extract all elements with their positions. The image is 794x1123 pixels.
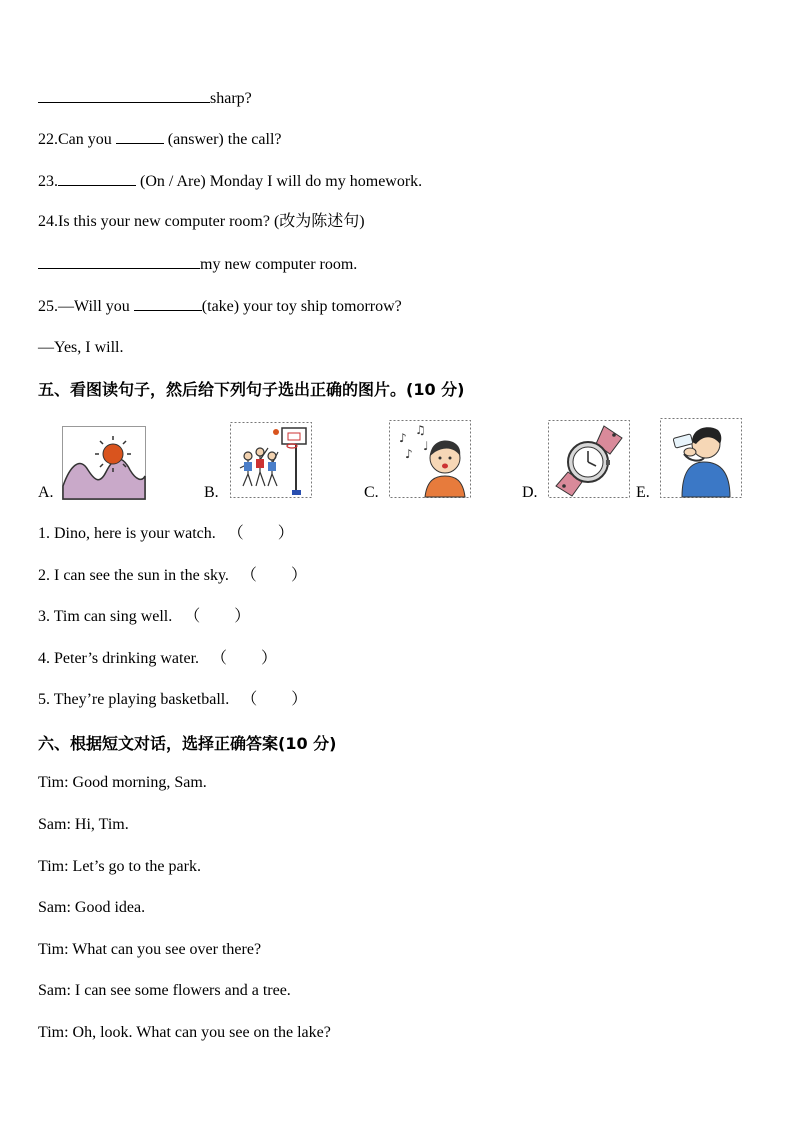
picture-a-label: A.: [38, 484, 54, 501]
question-text: (answer) the call?: [167, 131, 282, 148]
answer-blank[interactable]: [116, 129, 164, 144]
svg-text:♫: ♫: [415, 423, 426, 437]
answer-slot[interactable]: [227, 649, 261, 663]
dialogue-line: Sam: I can see some flowers and a tree.: [38, 982, 291, 999]
question-text: Is this your new computer room? (改为陈述句): [58, 213, 365, 230]
q24-answer-line: [38, 254, 357, 275]
question-text: (On / Are) Monday I will do my homework.: [140, 173, 423, 190]
question-number: 23.: [38, 173, 58, 190]
dialogue-line: Tim: What can you see over there?: [38, 941, 262, 958]
picture-b-label: B.: [204, 484, 219, 501]
question-25: [38, 296, 402, 317]
answer-blank[interactable]: [38, 254, 200, 269]
dialogue-line: Sam: Hi, Tim.: [38, 816, 129, 833]
picture-c-label: C.: [364, 484, 379, 501]
section-5-heading: 五、看图读句子，然后给下列句子选出正确的图片。(10 分): [38, 380, 465, 399]
match-item-1: 1. Dino, here is your watch. （ ）: [38, 525, 294, 542]
dialogue-line: Tim: Good morning, Sam.: [38, 774, 207, 791]
q21-answer-line: [38, 88, 252, 109]
answer-blank[interactable]: [38, 88, 210, 103]
dialogue-line: Sam: Good idea.: [38, 899, 146, 916]
question-24: [38, 212, 365, 232]
q24-tail: my new computer room.: [200, 256, 358, 273]
match-item-2: 2. I can see the sun in the sky. （ ）: [38, 567, 307, 584]
question-23: [38, 171, 422, 192]
answer-slot[interactable]: [200, 607, 234, 621]
section-6-heading: 六、根据短文对话，选择正确答案(10 分): [38, 734, 337, 753]
q21-tail: sharp?: [210, 90, 252, 107]
question-text: —Will you: [58, 298, 130, 315]
answer-slot[interactable]: [257, 566, 291, 580]
question-number: 24.: [38, 213, 58, 230]
match-item-5: 5. They’re playing basketball. （ ）: [38, 691, 308, 708]
answer-slot[interactable]: [257, 690, 291, 704]
picture-d-label: D.: [522, 484, 538, 501]
boy-singing-icon: [389, 420, 471, 498]
svg-text:♪: ♪: [399, 431, 407, 445]
question-number: 22.: [38, 131, 58, 148]
dialogue-line: Tim: Oh, look. What can you see on the lake?: [38, 1024, 331, 1041]
answer-blank[interactable]: [134, 296, 202, 311]
q25-reply: —Yes, I will.: [38, 339, 124, 356]
match-item-4: 4. Peter’s drinking water. （ ）: [38, 650, 278, 667]
question-22: [38, 129, 282, 150]
svg-text:♩: ♩: [423, 439, 429, 453]
picture-e-label: E.: [636, 484, 650, 501]
match-item-3: 3. Tim can sing well. （ ）: [38, 608, 251, 625]
boy-drinking-icon: [660, 418, 742, 498]
question-text: Can you: [58, 131, 112, 148]
answer-blank[interactable]: [58, 171, 136, 186]
question-text: (take) your toy ship tomorrow?: [201, 298, 402, 315]
question-number: 25.: [38, 298, 58, 315]
answer-slot[interactable]: [244, 524, 278, 538]
svg-text:♪: ♪: [405, 447, 413, 461]
wristwatch-icon: [548, 420, 630, 498]
sun-mountain-icon: [62, 426, 146, 500]
basketball-players-icon: [230, 422, 312, 498]
dialogue-line: Tim: Let’s go to the park.: [38, 858, 201, 875]
